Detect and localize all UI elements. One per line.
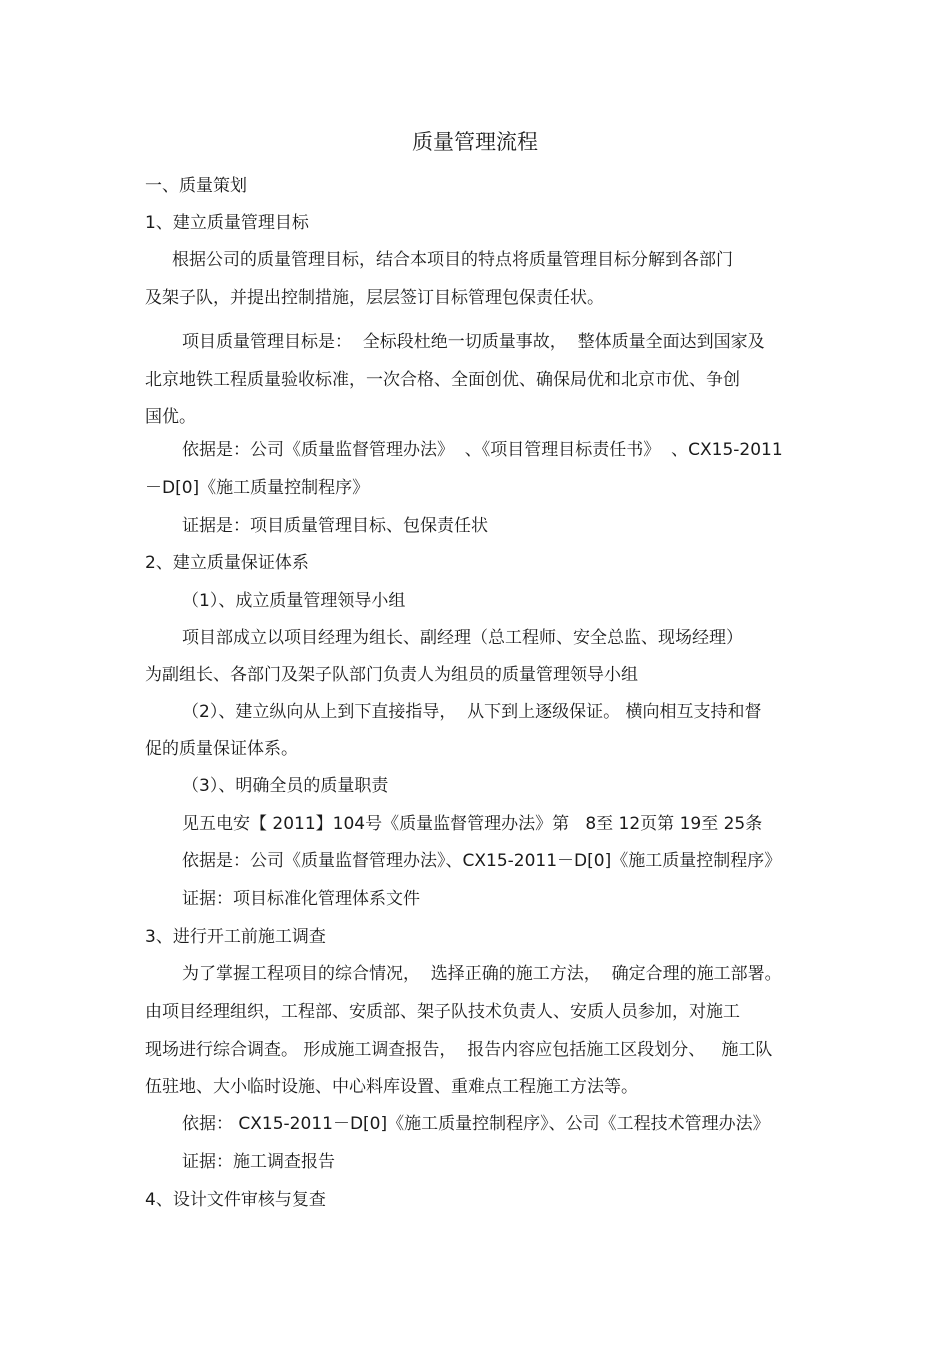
paragraph-line: 项目质量管理目标是： 全标段杜绝一切质量事故， 整体质量全面达到国家及 xyxy=(182,332,765,352)
sub-item-heading: （1）、成立质量管理领导小组 xyxy=(182,591,406,611)
paragraph-line: 证据：施工调查报告 xyxy=(182,1152,335,1172)
paragraph-line: 及架子队，并提出控制措施，层层签订目标管理包保责任状。 xyxy=(145,288,604,308)
paragraph-line: 北京地铁工程质量验收标准，一次合格、全面创优、确保局优和北京市优、争创 xyxy=(145,370,740,390)
paragraph-line: 见五电安【 2011】104号《质量监督管理办法》第 8至 12页第 19至 25条 xyxy=(182,814,763,834)
sub-item-heading: （2）、建立纵向从上到下直接指导， 从下到上逐级保证。 横向相互支持和督 xyxy=(182,702,762,722)
subsection-heading: 4、设计文件审核与复查 xyxy=(145,1190,326,1210)
paragraph-line: 国优。 xyxy=(145,407,196,427)
paragraph-line: 项目部成立以项目经理为组长、副经理（总工程师、安全总监、现场经理） xyxy=(182,628,743,648)
page-title: 质量管理流程 xyxy=(412,130,538,154)
section-heading: 一、质量策划 xyxy=(145,176,247,196)
paragraph-line: 由项目经理组织，工程部、安质部、架子队技术负责人、安质人员参加，对施工 xyxy=(145,1002,740,1022)
paragraph-line: 为了掌握工程项目的综合情况， 选择正确的施工方法， 确定合理的施工部署。 xyxy=(182,964,782,984)
paragraph-line: －D[0]《施工质量控制程序》 xyxy=(145,478,370,498)
paragraph-line: 现场进行综合调查。 形成施工调查报告， 报告内容应包括施工区段划分、 施工队 xyxy=(145,1040,773,1060)
paragraph-line: 为副组长、各部门及架子队部门负责人为组员的质量管理领导小组 xyxy=(145,665,638,685)
paragraph-line: 证据：项目标准化管理体系文件 xyxy=(182,889,420,909)
subsection-heading: 1、建立质量管理目标 xyxy=(145,213,309,233)
subsection-heading: 2、建立质量保证体系 xyxy=(145,553,309,573)
paragraph-line: 伍驻地、大小临时设施、中心料库设置、重难点工程施工方法等。 xyxy=(145,1077,638,1097)
subsection-heading: 3、进行开工前施工调查 xyxy=(145,927,326,947)
paragraph-line: 证据是：项目质量管理目标、包保责任状 xyxy=(182,516,488,536)
paragraph-line: 依据是：公司《质量监督管理办法》 、《项目管理目标责任书》 、CX15-2011 xyxy=(182,440,783,460)
paragraph-line: 依据： CX15-2011－D[0]《施工质量控制程序》、公司《工程技术管理办法》 xyxy=(182,1114,770,1134)
paragraph-line: 依据是：公司《质量监督管理办法》、CX15-2011－D[0]《施工质量控制程序》 xyxy=(182,851,782,871)
sub-item-heading: （3）、明确全员的质量职责 xyxy=(182,776,389,796)
paragraph-line: 根据公司的质量管理目标，结合本项目的特点将质量管理目标分解到各部门 xyxy=(172,250,733,270)
paragraph-line: 促的质量保证体系。 xyxy=(145,739,298,759)
